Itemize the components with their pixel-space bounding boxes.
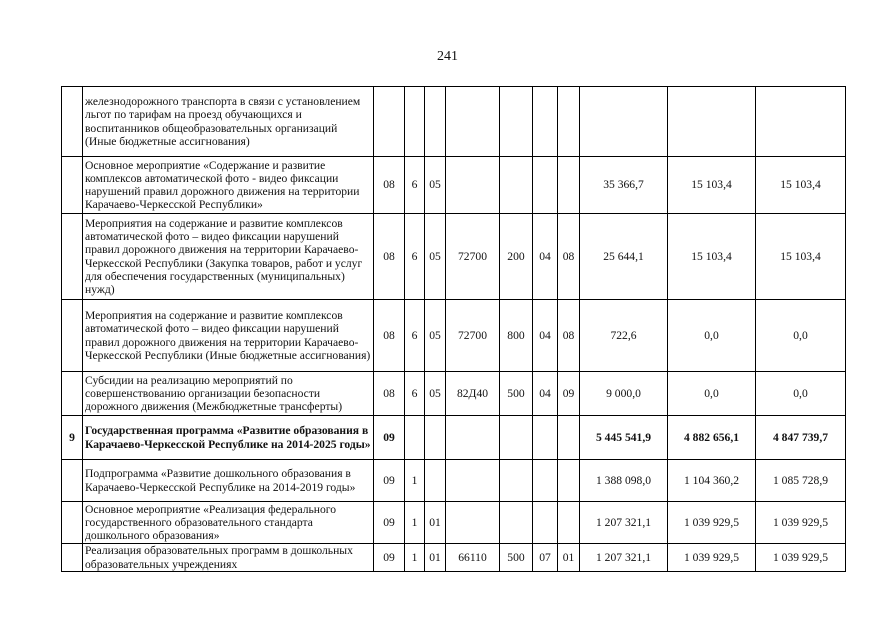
expense-type-code (500, 87, 533, 157)
row-name: Мероприятия на содержание и развитие комплексов автоматической фото – видео фиксации нарушений правил дорожного движения на территории Карачаево-Черкесской Республики (Иные бюджетные ассигнования) (83, 300, 374, 372)
measure-code: 05 (425, 157, 446, 214)
expense-type-code: 500 (500, 372, 533, 416)
amount-year1: 1 207 321,1 (580, 502, 668, 544)
row-name: Основное мероприятие «Содержание и развитие комплексов автоматической фото - видео фиксации нарушений правил дорожного движения на территории Карачаево-Черкесской Республики» (83, 157, 374, 214)
amount-year1: 1 388 098,0 (580, 460, 668, 502)
program-code (374, 87, 405, 157)
amount-year2: 15 103,4 (668, 157, 756, 214)
amount-year3 (756, 87, 846, 157)
amount-year3: 0,0 (756, 372, 846, 416)
row-name: Государственная программа «Развитие образования в Карачаево-Черкесской Республике на 2014-2025 годы» (83, 416, 374, 460)
direction-code (446, 502, 500, 544)
row-name: Мероприятия на содержание и развитие комплексов автоматической фото – видео фиксации нарушений правил дорожного движения на территории Карачаево-Черкесской Республики (Закупка товаров, работ и услуг для обеспечения государственных (муниципальных) нужд) (83, 214, 374, 300)
section-code (533, 460, 558, 502)
table-row (62, 87, 846, 157)
section-code (533, 157, 558, 214)
row-number (62, 502, 83, 544)
measure-code (425, 87, 446, 157)
table-row (62, 460, 846, 502)
direction-code (446, 87, 500, 157)
subsection-code: 01 (558, 544, 580, 572)
row-number (62, 372, 83, 416)
amount-year2: 4 882 656,1 (668, 416, 756, 460)
program-code: 08 (374, 157, 405, 214)
amount-year1: 5 445 541,9 (580, 416, 668, 460)
amount-year3: 1 039 929,5 (756, 544, 846, 572)
row-number (62, 460, 83, 502)
amount-year3: 1 085 728,9 (756, 460, 846, 502)
measure-code: 05 (425, 372, 446, 416)
row-name: Реализация образовательных программ в дошкольных образовательных учреждениях (83, 544, 374, 572)
direction-code: 72700 (446, 214, 500, 300)
table-row (62, 416, 846, 460)
subsection-code: 08 (558, 300, 580, 372)
subprogram-code: 6 (405, 157, 425, 214)
table-row (62, 300, 846, 372)
subprogram-code: 6 (405, 372, 425, 416)
subsection-code (558, 157, 580, 214)
measure-code: 05 (425, 300, 446, 372)
expense-type-code (500, 416, 533, 460)
amount-year3: 0,0 (756, 300, 846, 372)
program-code: 09 (374, 460, 405, 502)
program-code: 08 (374, 372, 405, 416)
direction-code: 66110 (446, 544, 500, 572)
direction-code (446, 157, 500, 214)
subsection-code (558, 460, 580, 502)
section-code: 04 (533, 372, 558, 416)
amount-year2: 0,0 (668, 300, 756, 372)
row-name: Субсидии на реализацию мероприятий по совершенствованию организации безопасности дорожного движения (Межбюджетные трансферты) (83, 372, 374, 416)
amount-year3: 1 039 929,5 (756, 502, 846, 544)
program-code: 09 (374, 416, 405, 460)
subsection-code: 08 (558, 214, 580, 300)
amount-year2: 1 104 360,2 (668, 460, 756, 502)
amount-year3: 15 103,4 (756, 157, 846, 214)
amount-year1: 1 207 321,1 (580, 544, 668, 572)
amount-year2: 1 039 929,5 (668, 502, 756, 544)
subprogram-code: 1 (405, 460, 425, 502)
table-row (62, 372, 846, 416)
section-code: 04 (533, 300, 558, 372)
amount-year3: 15 103,4 (756, 214, 846, 300)
budget-table (61, 86, 846, 572)
amount-year2: 1 039 929,5 (668, 544, 756, 572)
subprogram-code: 6 (405, 214, 425, 300)
row-name: Основное мероприятие «Реализация федерального государственного образовательного стандарта дошкольного образования» (83, 502, 374, 544)
amount-year3: 4 847 739,7 (756, 416, 846, 460)
row-number (62, 300, 83, 372)
measure-code: 05 (425, 214, 446, 300)
program-code: 08 (374, 214, 405, 300)
section-code: 07 (533, 544, 558, 572)
subsection-code: 09 (558, 372, 580, 416)
measure-code: 01 (425, 502, 446, 544)
amount-year1 (580, 87, 668, 157)
direction-code: 82Д40 (446, 372, 500, 416)
section-code (533, 87, 558, 157)
row-number: 9 (62, 416, 83, 460)
row-number (62, 214, 83, 300)
subprogram-code: 1 (405, 502, 425, 544)
direction-code (446, 460, 500, 502)
section-code (533, 416, 558, 460)
table-row (62, 544, 846, 572)
amount-year1: 25 644,1 (580, 214, 668, 300)
amount-year2: 0,0 (668, 372, 756, 416)
amount-year2 (668, 87, 756, 157)
expense-type-code: 200 (500, 214, 533, 300)
expense-type-code (500, 157, 533, 214)
program-code: 09 (374, 502, 405, 544)
expense-type-code (500, 502, 533, 544)
row-number (62, 157, 83, 214)
section-code (533, 502, 558, 544)
page-number: 241 (437, 49, 458, 64)
subsection-code (558, 502, 580, 544)
measure-code (425, 460, 446, 502)
subsection-code (558, 87, 580, 157)
amount-year1: 9 000,0 (580, 372, 668, 416)
amount-year1: 722,6 (580, 300, 668, 372)
direction-code: 72700 (446, 300, 500, 372)
measure-code (425, 416, 446, 460)
program-code: 09 (374, 544, 405, 572)
direction-code (446, 416, 500, 460)
row-number (62, 87, 83, 157)
table-row (62, 502, 846, 544)
amount-year1: 35 366,7 (580, 157, 668, 214)
table-row (62, 157, 846, 214)
row-number (62, 544, 83, 572)
subprogram-code: 6 (405, 300, 425, 372)
subprogram-code (405, 416, 425, 460)
subsection-code (558, 416, 580, 460)
measure-code: 01 (425, 544, 446, 572)
expense-type-code: 800 (500, 300, 533, 372)
subprogram-code (405, 87, 425, 157)
subprogram-code: 1 (405, 544, 425, 572)
row-name: Подпрограмма «Развитие дошкольного образования в Карачаево-Черкесской Республике на 2014-2019 годы» (83, 460, 374, 502)
expense-type-code: 500 (500, 544, 533, 572)
section-code: 04 (533, 214, 558, 300)
row-name: железнодорожного транспорта в связи с установлением льгот по тарифам на проезд обучающихся и воспитанников общеобразовательных организаций (Иные бюджетные ассигнования) (83, 87, 374, 157)
amount-year2: 15 103,4 (668, 214, 756, 300)
table-row (62, 214, 846, 300)
program-code: 08 (374, 300, 405, 372)
expense-type-code (500, 460, 533, 502)
